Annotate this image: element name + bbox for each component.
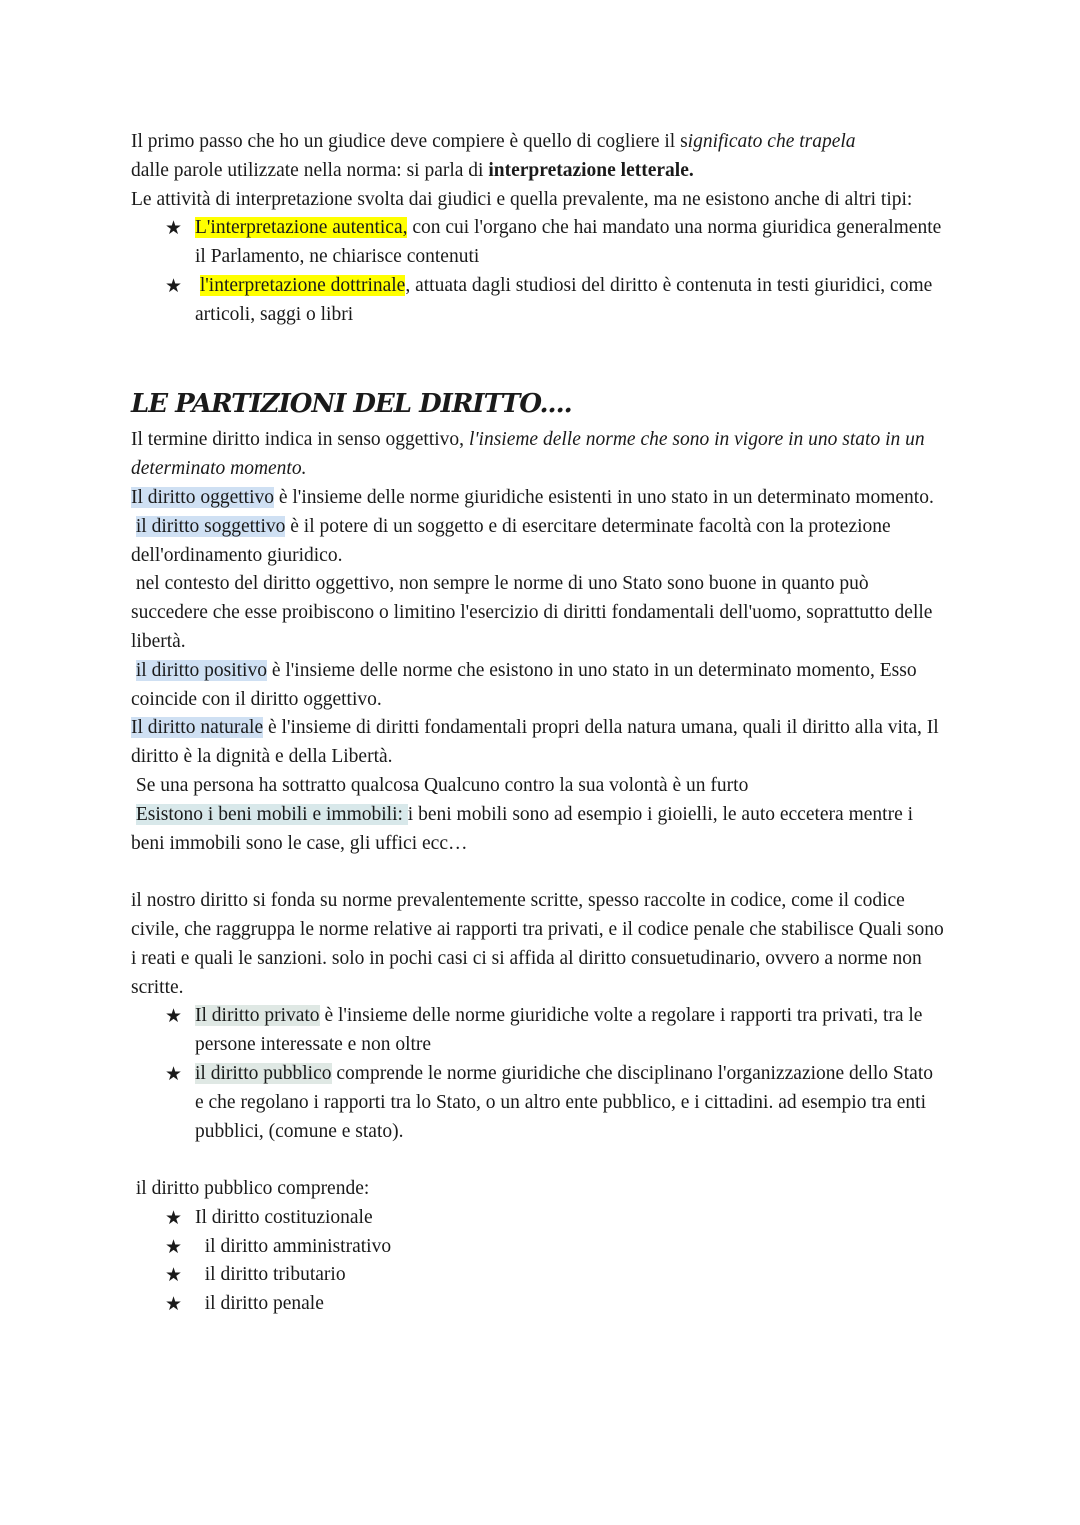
text: il diritto pubblico comprende: xyxy=(135,1178,370,1200)
bullet-list-interpretazione xyxy=(131,214,946,329)
text: Se una persona ha sottratto qualcosa Qualcuno contro la sua volontà è un furto xyxy=(135,774,749,796)
text: è l'insieme delle norme giuridiche volte a regolare i rapporti tra privati, tra le persone interessate e non oltre xyxy=(195,1005,923,1056)
paragraph-pubblico-comprende xyxy=(131,1175,946,1204)
text: il diritto penale xyxy=(199,1293,324,1315)
paragraph-norme-scritte: il nostro diritto si fonda su norme prevalentemente scritte, spesso raccolte in codice, come il codice civile, che raggruppa le norme relative ai rapporti tra privati, e il codice penale che stabilisce Quali sono i reati e quali le sanzioni. solo in pochi casi ci si affida al diritto consuetudinario, ovvero a norme non scritte. xyxy=(131,890,944,998)
list-item xyxy=(165,1060,946,1146)
highlighted-term: L'interpretazione autentica, xyxy=(195,217,408,239)
text: il diritto tributario xyxy=(199,1264,346,1286)
highlighted-term: l'interpretazione dottrinale xyxy=(199,274,406,296)
text: dalle parole utilizzate nella norma: si parla di xyxy=(131,159,489,181)
document-page xyxy=(131,128,946,1319)
star-icon: ★ xyxy=(165,1206,183,1229)
list-item xyxy=(165,1204,946,1233)
highlighted-term: Il diritto naturale xyxy=(131,717,264,739)
paragraph-furto xyxy=(131,772,946,801)
text: Il diritto costituzionale xyxy=(195,1206,373,1228)
text: con cui l'organo che hai mandato una norma giuridica generalmente il Parlamento, ne chiarisce contenuti xyxy=(195,217,942,268)
star-icon: ★ xyxy=(165,1005,183,1028)
text: è l'insieme di diritti fondamentali propri della natura umana, quali il diritto alla vita, Il diritto è la dignità e della Libertà. xyxy=(131,717,939,768)
text: , attuata dagli studiosi del diritto è contenuta in testi giuridici, come articoli, saggi o libri xyxy=(195,274,933,325)
paragraph-altri-tipi: Le attività di interpretazione svolta dai giudici e quella prevalente, ma ne esistono anche di altri tipi: xyxy=(131,188,913,210)
text: è l'insieme delle norme che esistono in uno stato in un determinato momento, Esso coincide con il diritto oggettivo. xyxy=(131,659,917,710)
star-icon: ★ xyxy=(165,217,183,240)
list-item xyxy=(165,1002,946,1060)
text: è il potere di un soggetto e di esercitare determinate facoltà con la protezione dell'ordinamento giuridico. xyxy=(131,515,891,566)
list-item xyxy=(165,272,946,330)
text: Il primo passo che ho un giudice deve compiere è quello di cogliere il s xyxy=(131,131,688,152)
highlighted-term: Il diritto privato xyxy=(195,1005,320,1027)
text: nel contesto del diritto oggettivo, non sempre le norme di uno Stato sono buone in quanto può succedere che esse proibiscono o limitino l'esercizio di diritti fondamentali dell'uomo, soprattutto delle libertà. xyxy=(131,573,933,652)
section-heading: LE PARTIZIONI DEL DIRITTO.... xyxy=(131,389,572,420)
text: il diritto amministrativo xyxy=(199,1235,392,1257)
paragraph-beni xyxy=(131,801,946,859)
paragraph-interpretazione-letterale xyxy=(131,128,946,186)
highlighted-term: Il diritto oggettivo xyxy=(131,486,274,508)
paragraph-diritto-naturale xyxy=(131,714,946,772)
paragraph-diritto-soggettivo xyxy=(131,513,946,571)
bold-text: interpretazione letterale. xyxy=(488,159,694,181)
highlighted-term: Esistono i beni mobili e immobili: xyxy=(135,803,408,825)
italic-text: ignificato che trapela xyxy=(687,131,856,152)
paragraph-contesto xyxy=(131,570,946,656)
italic-text: l'insieme delle norme che sono in vigore in uno stato in un determinato momento. xyxy=(131,429,925,480)
paragraph-definizione xyxy=(131,426,946,484)
star-icon: ★ xyxy=(165,1264,183,1287)
list-item xyxy=(165,214,946,272)
text: è l'insieme delle norme giuridiche esistenti in uno stato in un determinato momento. xyxy=(273,486,934,508)
highlighted-term: il diritto soggettivo xyxy=(135,515,286,537)
paragraph-diritto-oggettivo xyxy=(131,484,946,513)
highlighted-term: il diritto positivo xyxy=(135,659,267,681)
text: i beni mobili sono ad esempio i gioielli, le auto eccetera mentre i beni immobili sono le case, gli uffici ecc… xyxy=(131,803,914,854)
paragraph-diritto-positivo xyxy=(131,657,946,715)
star-icon: ★ xyxy=(165,1062,183,1085)
star-icon: ★ xyxy=(165,1235,183,1258)
bullet-list-privato-pubblico xyxy=(131,1002,946,1146)
list-item xyxy=(165,1233,946,1262)
text: comprende le norme giuridiche che disciplinano l'organizzazione dello Stato e che regolano i rapporti tra lo Stato, o un altro ente pubblico, e i cittadini. ad esempio tra enti pubblici, (comune e stato). xyxy=(195,1062,933,1142)
star-icon: ★ xyxy=(165,274,183,297)
list-item xyxy=(165,1290,946,1319)
text: Il termine diritto indica in senso oggettivo, xyxy=(131,429,469,451)
highlighted-term: il diritto pubblico xyxy=(195,1062,332,1084)
bullet-list-diritto-pubblico xyxy=(131,1204,946,1319)
list-item xyxy=(165,1261,946,1290)
star-icon: ★ xyxy=(165,1293,183,1316)
